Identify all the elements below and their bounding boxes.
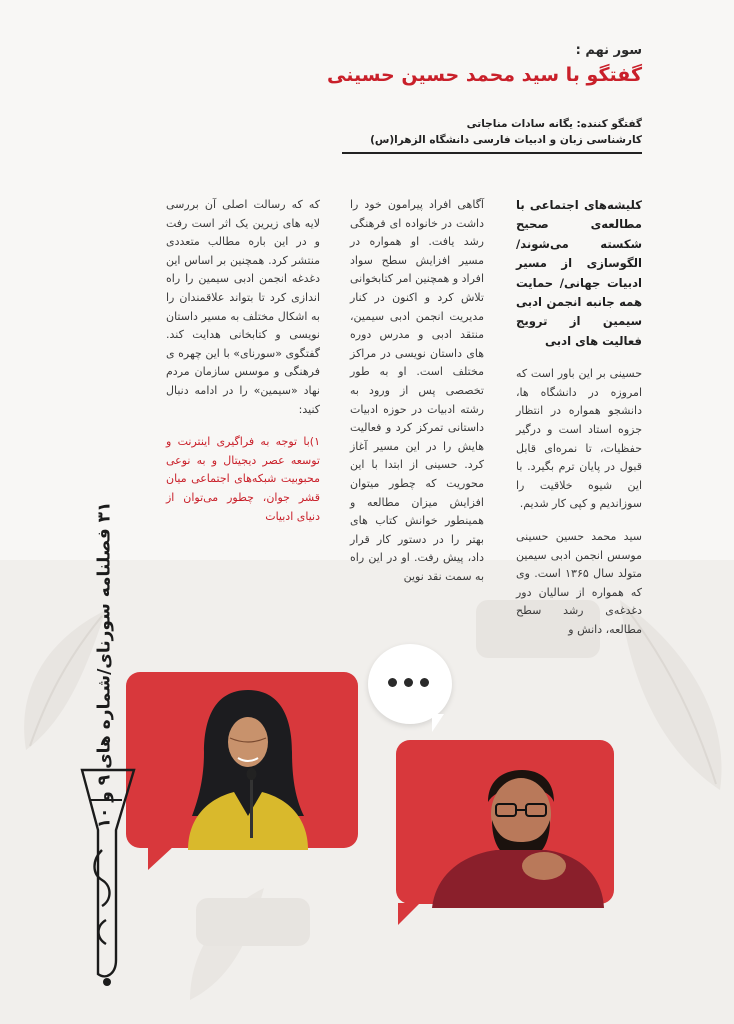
paragraph: حسینی بر این باور است که امروزه در دانشگاه ها، دانشجو همواره در انتظار جزوه استاد است و درگیر حفظیات، تا نمره‌ای قابل قبول در پایان ترم بگیرد. با این شیوه خلاقیت را سوزاندیم و کپی کار شدیم. <box>516 367 642 511</box>
interviewer-affiliation: کارشناسی زبان و ادبیات فارسی دانشگاه الزهرا(س) <box>370 134 642 146</box>
paragraph: آگاهی افراد پیرامون خود را داشت در خانواده ای فرهنگی رشد یافت. او همواره در مسیر افزایش سطح سواد افراد و همچنین امر کتابخوانی تلاش کرد و اکنون در کنار مدیریت انجمن ادبی سیمین، منتقد ادبی و مدرس دوره های داستان نویسی در مراکز مختلف است. او به طور تخصصی پس از ورود به رشته ادبیات در حوزه ادبیات داستانی تمرکز کرد و فعالیت هایش را در این مسیر آغاز کرد. حسینی از ابتدا با این محوریت که چطور میتوان افزایش میزان مطالعه و همینطور خوانش کتاب های بهتر را در دستور کار قرار داد، پیش رفت. او در این راه به سمت نقد نوین <box>350 198 484 583</box>
card-tail <box>148 846 174 870</box>
column-right <box>516 196 642 654</box>
credits-block <box>342 116 642 148</box>
interview-question: ۱)با توجه به فراگیری اینترنت و توسعه عصر دیجیتال و به نوعی محبوبیت شبکه‌های اجتماعی میان قشر جوان، چطور می‌توان از دنیای ادبیات <box>166 435 320 523</box>
issue-caption: ۳۱ فصلنامه سورنای/شماره های ۹ و ۱۰ <box>94 501 114 829</box>
dot-icon <box>420 678 429 687</box>
card-tail <box>398 903 420 925</box>
paragraph: که که رسالت اصلی آن بررسی لایه های زیرین یک اثر است رفت و در این باره مطالب متعددی منتشر کرد. همچنین بر اساس این دغدغه انجمن ادبی سیمین را راه اندازی کرد تا بتواند علاقمندان را به اشکال مختلف به مسیر داستان نویسی و کتابخانی هدایت کند. گفتگوی «سورنای» با این چهره ی فرهنگی و موسس سازمان مردم نهاد «سیمین» را در ادامه دنبال کنید: <box>166 198 320 416</box>
chat-bubble-tail <box>432 714 444 732</box>
sornay-horn-logo-icon <box>72 760 142 990</box>
column-left <box>166 196 320 540</box>
dot-icon <box>404 678 413 687</box>
interviewer-credit: گفتگو کننده: یگانه سادات مناجاتی <box>466 118 642 130</box>
article-title: گفتگو با سید محمد حسین حسینی <box>326 64 642 86</box>
paragraph: سید محمد حسین حسینی موسس انجمن ادبی سیمین متولد سال ۱۳۶۵ است. وی که همواره از سالیان دور دغدغه‌ی رشد سطح مطالعه، دانش و <box>516 530 642 636</box>
interviewee-photo <box>426 758 606 908</box>
article-header <box>182 42 642 88</box>
interviewer-photo <box>178 680 318 850</box>
section-kicker: سور نهم : <box>575 43 642 58</box>
dot-icon <box>388 678 397 687</box>
ghost-bubble-decoration <box>196 898 310 946</box>
column-middle <box>350 196 484 600</box>
pull-quote: کلیشه‌های اجتماعی با مطالعه‌ی صحیح شکسته می‌شوند/ الگوسازی از مسیر ادبیات جهانی/ حمایت همه جانبه انجمن ادبی سیمین از ترویج فعالیت‌ های ادبی <box>516 198 642 348</box>
typing-dots-icon <box>388 678 429 687</box>
credits-divider <box>342 152 642 154</box>
